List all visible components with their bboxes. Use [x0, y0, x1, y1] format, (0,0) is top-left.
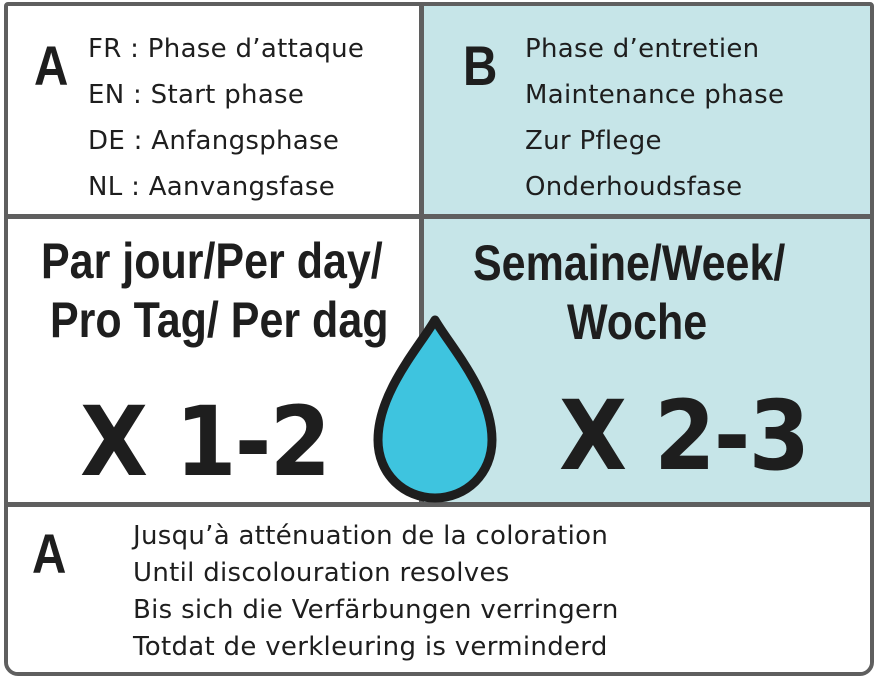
- panel-start-phase: [8, 6, 421, 216]
- per-week-count: X 2-3: [559, 380, 809, 492]
- panel-duration: [8, 504, 870, 676]
- per-day-title-line2: Pro Tag/ Per dag: [50, 292, 389, 348]
- panel-maintenance-phase: [421, 6, 870, 216]
- maintenance-phase-en: Maintenance phase: [525, 80, 785, 110]
- duration-fr: Jusqu’à atténuation de la coloration: [133, 521, 609, 551]
- start-phase-nl: NL : Aanvangsfase: [88, 172, 335, 202]
- per-day-count: X 1-2: [80, 386, 330, 498]
- top-divider: [8, 214, 870, 219]
- start-phase-fr: FR : Phase d’attaque: [88, 34, 365, 64]
- water-drop-icon: [370, 312, 500, 504]
- instruction-card: [4, 2, 874, 676]
- water-drop-shape: [378, 320, 492, 498]
- duration-nl: Totdat de verkleuring is verminderd: [133, 632, 608, 662]
- maintenance-phase-fr: Phase d’entretien: [525, 34, 760, 64]
- per-day-title-line1: Par jour/Per day/: [41, 233, 383, 289]
- start-phase-de: DE : Anfangsphase: [88, 126, 340, 156]
- start-phase-en: EN : Start phase: [88, 80, 305, 110]
- duration-list: [133, 518, 619, 666]
- duration-en: Until discolouration resolves: [133, 558, 510, 588]
- per-week-title-line1: Semaine/Week/: [473, 235, 786, 291]
- maintenance-phase-list: [525, 26, 784, 210]
- start-phase-list: [88, 26, 364, 210]
- phase-letter-b: B: [463, 34, 498, 97]
- panel-per-day: [8, 216, 421, 504]
- duration-letter-a: A: [32, 522, 67, 585]
- maintenance-phase-nl: Onderhoudsfase: [525, 172, 743, 202]
- duration-de: Bis sich die Verfärbungen verringern: [133, 595, 619, 625]
- maintenance-phase-de: Zur Pflege: [525, 126, 662, 156]
- phase-letter-a: A: [34, 34, 69, 97]
- per-week-title-line2: Woche: [567, 294, 708, 350]
